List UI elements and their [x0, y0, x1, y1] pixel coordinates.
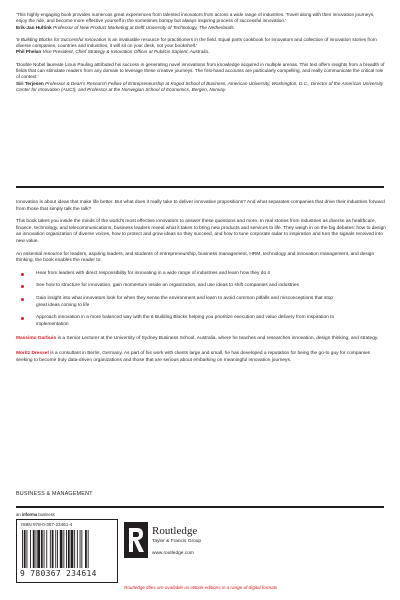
endorser-title: Vice President, Chief Strategy & Innovation Officer at Publicis Sapient, Australia.	[42, 49, 210, 55]
bullet-icon	[21, 285, 24, 288]
benefit-item	[16, 315, 336, 328]
endorsement-author	[16, 25, 386, 31]
author-bio	[16, 336, 386, 343]
barcode-icon	[21, 530, 113, 568]
endorsement-text	[16, 37, 386, 50]
endorsement-3	[16, 62, 386, 93]
author-bio-text: is a Senior Lecturer at the University of Sydney Business School, Australia, where he teaches and researches innovation, design thinking, and strategy.	[56, 336, 379, 342]
endorsement-1	[16, 12, 386, 31]
benefit-text: Hear from leaders with direct responsibility for innovating in a wide range of industries and learn how they do it	[36, 270, 270, 276]
informa-suffix: business	[37, 512, 55, 517]
author-name: Massimo Garbuio	[16, 336, 57, 342]
book-title-ref: 6 Building Blocks for Successful Innovation	[16, 36, 107, 42]
quote-open: '	[16, 36, 17, 42]
endorser-title: Professor of New Product Marketing at Delft University of Technology, The Netherlands.	[53, 24, 235, 30]
benefit-text: Approach innovation in a more balanced way with the 6 Building Blocks helping you prioritize execution and value delivery from inspiration to implementation	[36, 315, 335, 327]
subject-category: BUSINESS & MANAGEMENT	[16, 491, 93, 497]
endorsement-author	[16, 81, 386, 94]
description-paragraph: This book takes you inside the minds of the world's most effective innovators to answer these questions and more. In real stories from industries as diverse as healthcare, finance, technology, and telecommunications, business leaders reveal what it takes to bring new products and services to life. They weigh in on the big debates: how to design an innovation organization of diverse voices, how to protect and grow ideas so they succeed, and how to tune corporate radar to inspiration and turn the signals received into new value.	[16, 219, 386, 244]
isbn-barcode	[16, 519, 118, 583]
endorsement-body: is an invaluable resource for practitioners in the field. Equal parts cookbook for innovators and collection of innovation stories from diverse companies, countries and industries, it will sit on your desk, not your bookshelf.'	[16, 36, 377, 49]
endorsement-text: 'Double Nobel laureate Linus Pauling attributed his success in generating novel innovations from knowledge acquired in multiple arenas. This text offers insights from a breadth of fields that can stimulate readers from any domain to leverage these creative journeys. The first-hand accounts are particularly compelling, and really communicate the critical role of context.'	[16, 61, 385, 80]
endorser-title: Professor & Dean's Research Fellow of Entrepreneurship at Kogod School of Business, American University, Washington, D.C., Director of the American University Center for Innovation (AUCI), and Professor at the Norwegian School of Economics, Bergen, Norway.	[16, 80, 384, 92]
informa-tagline	[16, 512, 55, 517]
publisher-group: Taylor & Francis Group	[152, 539, 202, 544]
bullet-icon	[21, 298, 24, 301]
informa-prefix: an	[16, 512, 22, 517]
benefit-text: Gain insight into what innovators look for when they sense the environment and learn to avoid common pitfalls and misconceptions that stop great ideas coming to life	[36, 295, 334, 308]
endorsements	[16, 12, 386, 99]
description-paragraph: An essential resource for leaders, aspiring leaders, and students of entrepreneurship, business management, HRM, technology and innovation management, and design thinking, the book enables the reader to:	[16, 251, 375, 264]
endorsement-text: 'This highly engaging book provides numerous great experiences from talented innovators from across a wide range of industries. Travel along with their innovation journeys, enjoy the ride, and become more effective yourself in the sometimes bumpy but always inspiring process of successful innovation.'	[16, 12, 375, 24]
benefit-item	[16, 271, 336, 278]
ebook-note: Routledge titles are available as eBook editions in a range of digital formats	[124, 585, 278, 590]
publisher-block	[124, 522, 244, 562]
bullet-icon	[21, 317, 24, 320]
endorser-name: Siri Terjesen	[16, 80, 44, 86]
barcode-digits: 9 780367 234614	[20, 569, 97, 578]
isbn-label: ISBN 978-0-367-23461-4	[21, 522, 73, 527]
endorsement-author	[16, 49, 386, 55]
endorser-name: Erik-Jan Hultink	[16, 24, 52, 30]
top-divider	[16, 186, 384, 188]
author-bio	[16, 351, 386, 364]
benefit-item	[16, 296, 336, 309]
endorsement-2	[16, 37, 386, 56]
publisher-name: Routledge	[152, 525, 198, 537]
routledge-logo-icon	[124, 522, 148, 558]
benefits-list	[16, 271, 386, 329]
description-paragraph: Innovation is about ideas that make life better. But what does it really take to deliver innovative propositions? And what separates companies that drive their industries forward from those that simply talk the talk?	[16, 200, 385, 212]
author-bio-text: is a consultant in Berlin, Germany. As part of his work with clients large and small, he has developed a reputation for being the go-to guy for companies seeking to become truly data-driven organizations and those that are serious about embarking on meaningful innovation journeys.	[16, 350, 371, 363]
benefit-item	[16, 283, 336, 290]
informa-brand: informa	[21, 512, 38, 517]
bottom-divider	[16, 506, 384, 508]
description	[16, 200, 386, 372]
endorser-name: Phil Phelan	[16, 49, 42, 55]
benefit-text: See how to structure for innovation, gain momentum inside an organization, and use ideas to shift companies and industries	[36, 283, 299, 289]
bullet-icon	[21, 273, 24, 276]
publisher-url[interactable]: www.routledge.com	[152, 551, 194, 556]
author-name: Moritz Dressel	[16, 350, 49, 356]
